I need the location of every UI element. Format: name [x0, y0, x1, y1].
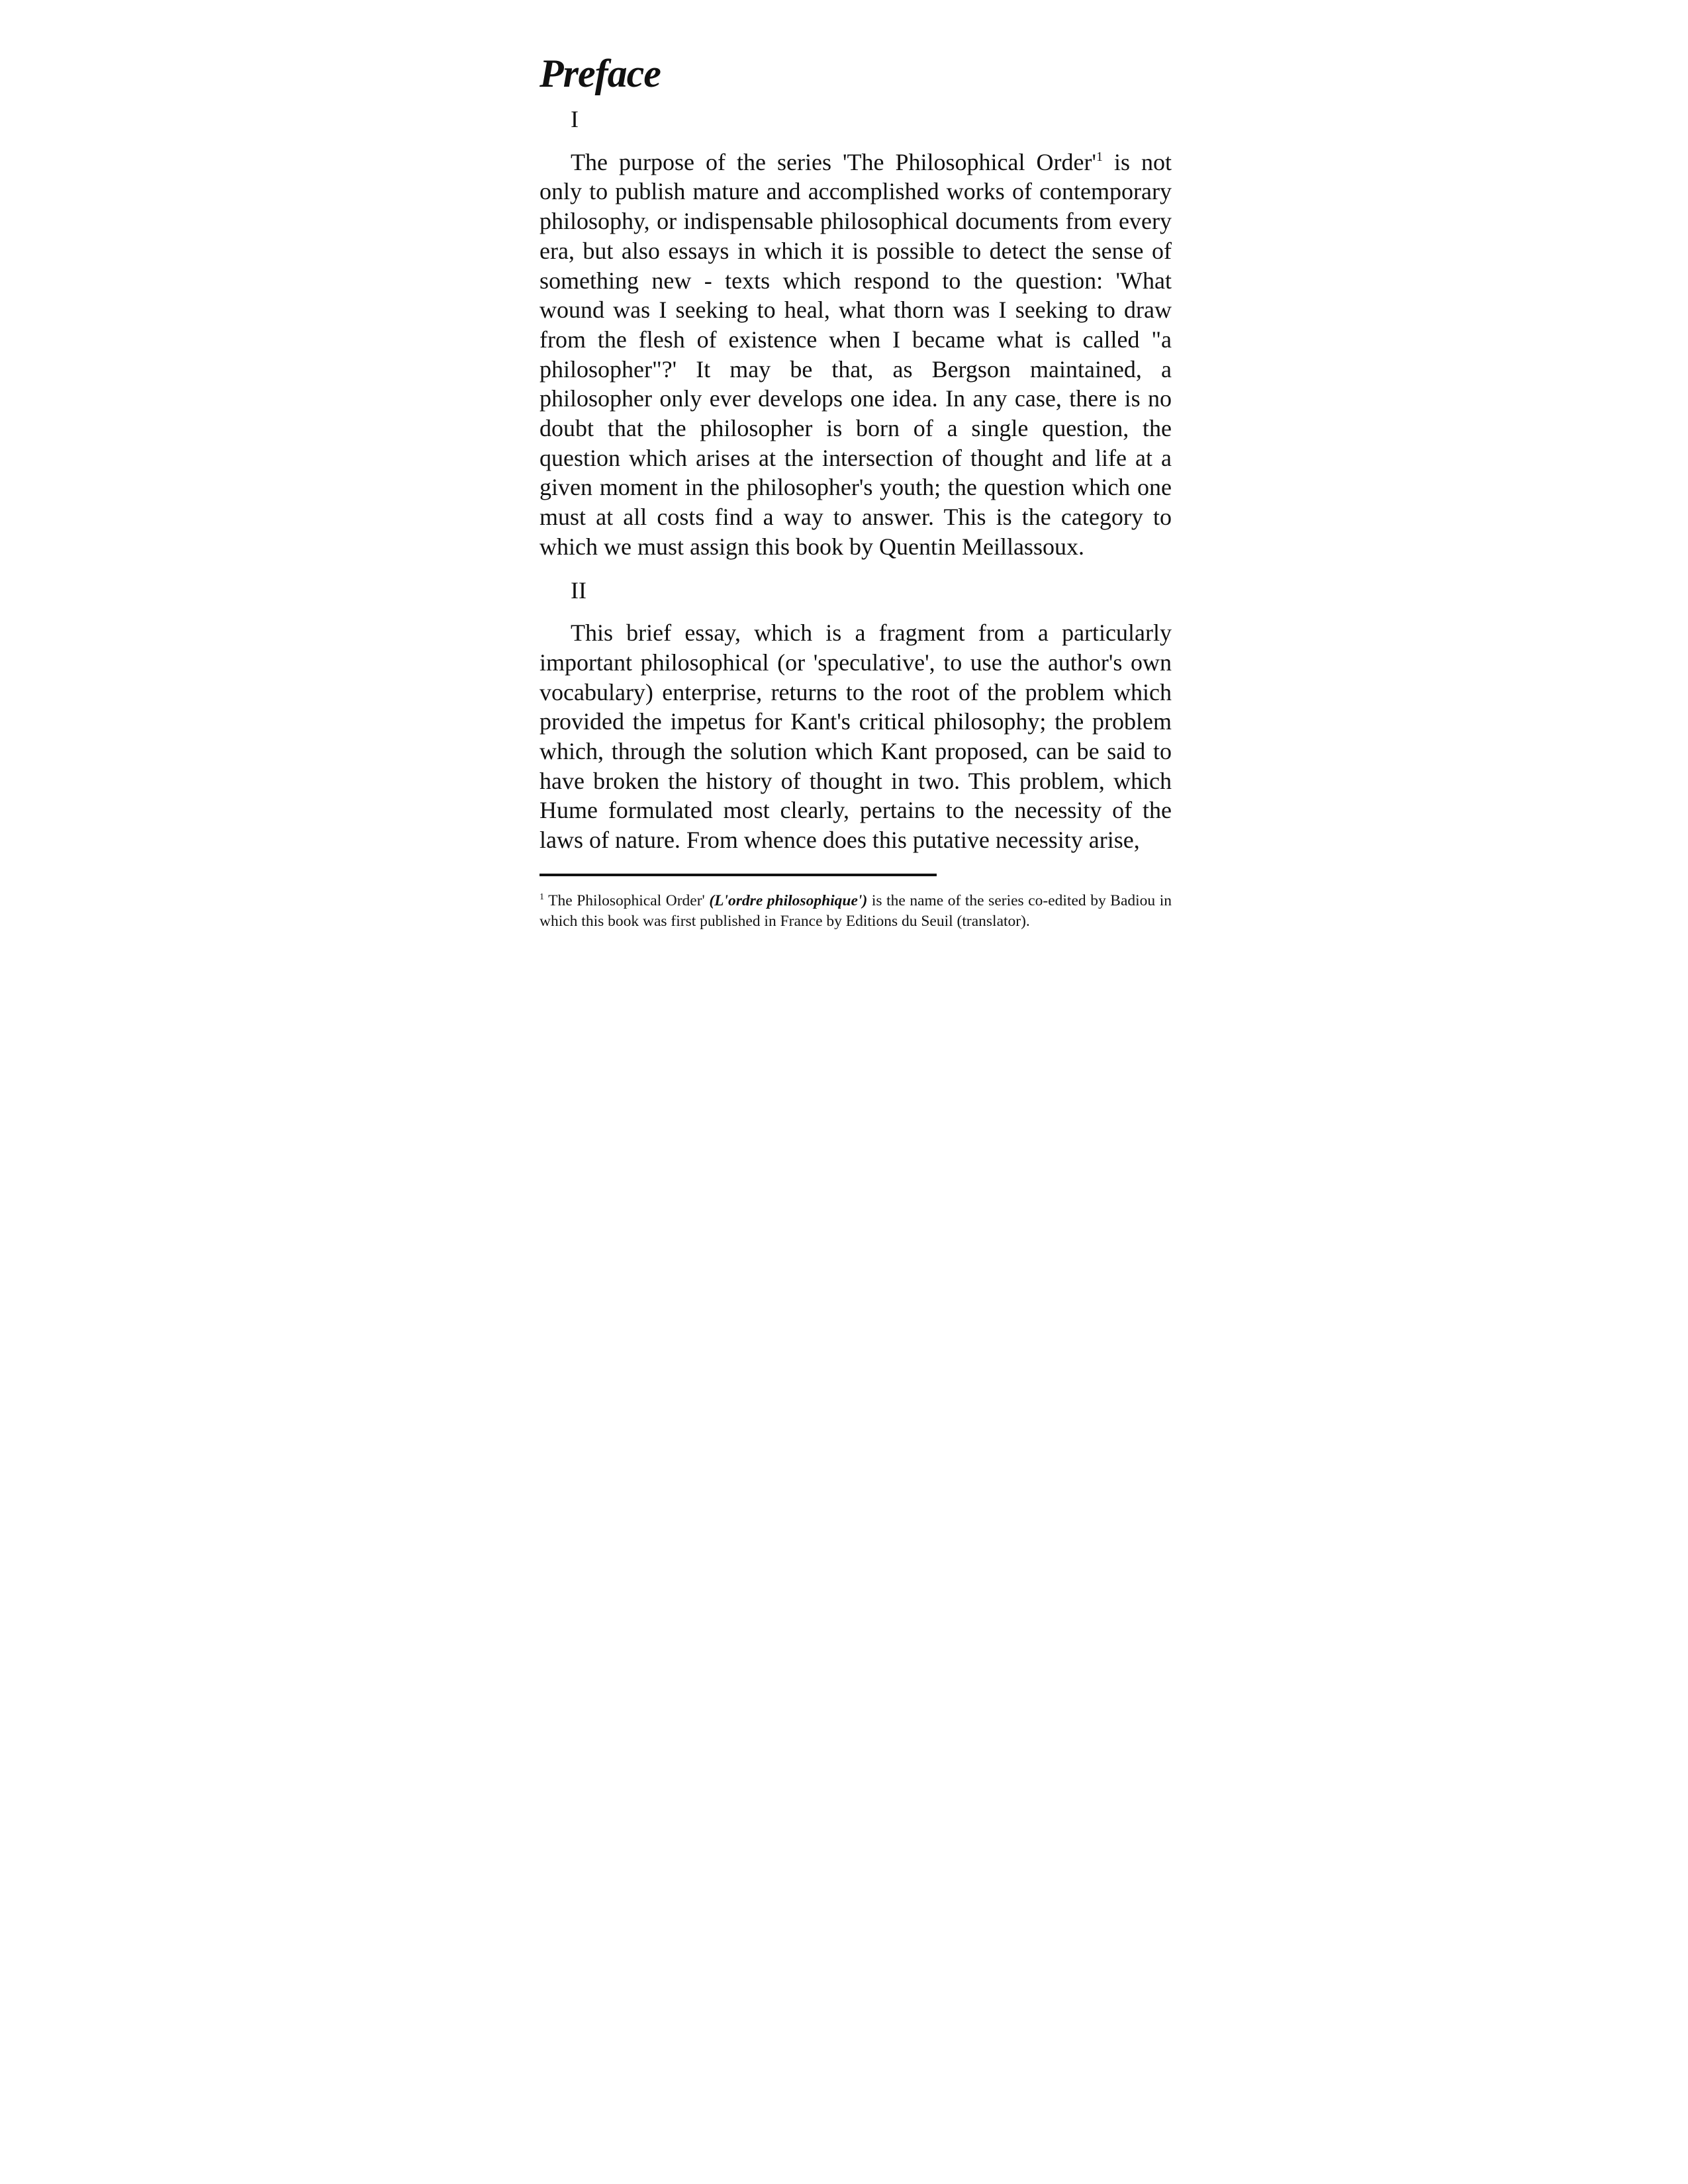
paragraph-1-text-start: The purpose of the series 'The Philosophical Order': [571, 148, 1096, 175]
section-number-2: II: [571, 576, 586, 604]
page-column: [539, 46, 1172, 932]
paragraph-1: [539, 148, 1172, 562]
footnote-divider: [539, 874, 937, 876]
footnote: [539, 891, 1172, 932]
footnote-marker: 1: [539, 891, 544, 902]
section-number-1: I: [571, 106, 579, 132]
footnote-italic-title: (L'ordre philosophique'): [709, 891, 868, 909]
footnote-text-rest: is the name of the series co-edited by Badiou in which this book was first published in France by Editions du Seuil (translator).: [539, 891, 1172, 930]
page-title: Preface: [539, 52, 661, 95]
paragraph-2: This brief essay, which is a fragment from a particularly important philosophical (or 'speculative', to use the author's own vocabulary) enterprise, returns to the root of the problem which provided the impetus for Kant's critical philosophy; the problem which, through the solution which Kant proposed, can be said to have broken the history of thought in two. This problem, which Hume formulated most clearly, pertains to the necessity of the laws of nature. From whence does this putative necessity arise,: [539, 619, 1172, 854]
footnote-text-start: The Philosophical Order': [544, 891, 710, 909]
paragraph-1-text-rest: is not only to publish mature and accomplished works of contemporary philosophy, or indispensable philosophical documents from every era, but also essays in which it is possible to detect the sense of something new - texts which respond to the question: 'What wound was I seeking to heal, what thorn was I seeking to draw from the flesh of existence when I became what is called "a philosopher"?' It may be that, as Bergson maintained, a philosopher only ever develops one idea. In any case, there is no doubt that the philosopher is born of a single question, the question which arises at the intersection of thought and life at a given moment in the philosopher's youth; the question which one must at all costs find a way to answer. This is the category to which we must assign this book by Quentin Meillassoux.: [539, 148, 1172, 560]
footnote-reference[interactable]: 1: [1096, 149, 1103, 164]
